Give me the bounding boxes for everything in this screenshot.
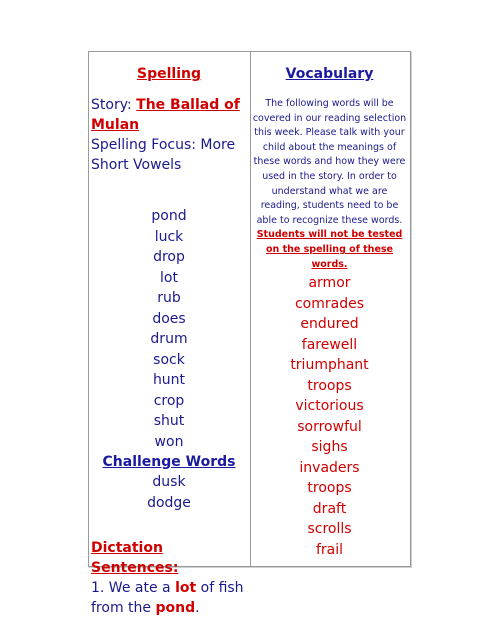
vocabulary-word: comrades bbox=[294, 295, 365, 312]
spelling-word: won bbox=[154, 433, 184, 450]
vocabulary-word: invaders bbox=[299, 459, 360, 476]
sentence-text: . bbox=[195, 600, 200, 616]
spelling-focus: Spelling Focus: More Short Vowels bbox=[91, 137, 236, 173]
vocabulary-column bbox=[251, 52, 408, 560]
vocabulary-intro bbox=[251, 97, 408, 272]
vocabulary-word: frail bbox=[315, 541, 344, 558]
vocabulary-word: farewell bbox=[301, 336, 358, 353]
vocabulary-word: draft bbox=[312, 500, 347, 517]
spelling-word: crop bbox=[153, 392, 185, 409]
vocabulary-heading: Vocabulary bbox=[285, 66, 374, 82]
vocabulary-word: triumphant bbox=[290, 357, 369, 374]
vocabulary-word: armor bbox=[308, 275, 351, 292]
sentence-spelling-word: pond bbox=[155, 600, 196, 616]
dictation-block bbox=[89, 538, 249, 618]
challenge-words-heading: Challenge Words bbox=[102, 454, 236, 470]
story-title: The Ballad of Mulan bbox=[91, 97, 240, 133]
spelling-word: sock bbox=[153, 351, 185, 368]
dictation-heading: Dictation Sentences: bbox=[91, 540, 179, 576]
story-label: Story: bbox=[91, 97, 132, 113]
sentence-text: 1. We ate a bbox=[91, 580, 176, 596]
spelling-word: luck bbox=[154, 228, 184, 245]
spelling-word: hunt bbox=[152, 372, 186, 388]
spelling-word: rub bbox=[157, 290, 181, 306]
sentence-text: of fish from the bbox=[91, 580, 244, 616]
spelling-word: drop bbox=[153, 249, 185, 265]
spelling-word: does bbox=[152, 310, 186, 327]
spelling-word: drum bbox=[150, 331, 188, 347]
vocabulary-word: sorrowful bbox=[297, 418, 362, 435]
challenge-word: dodge bbox=[147, 494, 191, 511]
spelling-word: pond bbox=[151, 208, 187, 224]
intro-text: The following words will be covered in our reading selection this week. Please talk with your child about the meanings of these words and how they were used in the story. In order to understand what we are reading, students need to be able to recognize these words. bbox=[252, 98, 407, 226]
vocabulary-word: sighs bbox=[311, 439, 348, 456]
not-tested-note: Students will not be tested on the spelling of these words. bbox=[256, 229, 403, 270]
vocabulary-word: endured bbox=[300, 316, 359, 333]
sentence-spelling-word: lot bbox=[175, 580, 197, 596]
spelling-word: shut bbox=[153, 413, 185, 429]
challenge-word: dusk bbox=[152, 474, 186, 490]
story-block bbox=[89, 95, 249, 175]
spelling-word: lot bbox=[160, 269, 178, 286]
vocabulary-word-list bbox=[251, 273, 408, 560]
spelling-column bbox=[89, 52, 249, 618]
spelling-heading: Spelling bbox=[137, 66, 201, 82]
vocabulary-word: scrolls bbox=[307, 521, 352, 538]
vocabulary-word: victorious bbox=[295, 398, 364, 415]
vocabulary-word: troops bbox=[307, 480, 352, 497]
spelling-word-list bbox=[89, 206, 249, 513]
vocabulary-word: troops bbox=[307, 377, 352, 394]
